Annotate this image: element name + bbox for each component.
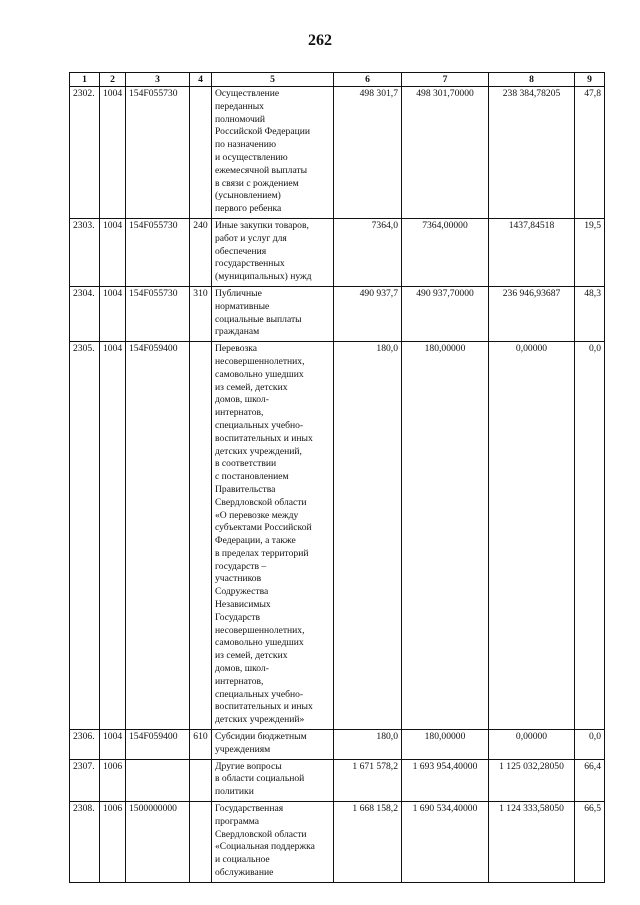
plan-amount-cell: 180,0 (334, 730, 402, 760)
description-line: специальных учебно- (215, 419, 304, 431)
description-line: Государств (215, 611, 260, 623)
section-code-cell: 1004 (100, 730, 126, 760)
row-number-cell: 2304. (70, 286, 100, 341)
executed-amount-cell: 1437,84518 (489, 218, 575, 286)
percent-cell: 66,4 (575, 759, 605, 801)
header-row (70, 73, 605, 87)
col-header: 8 (489, 73, 575, 87)
description-line: Другие вопросы (215, 760, 282, 772)
description-line: переданных (215, 100, 264, 112)
executed-amount-cell: 0,00000 (489, 342, 575, 730)
refined-amount-cell: 490 937,70000 (402, 286, 489, 341)
description-cell (212, 87, 334, 219)
description-line: ежемесячной выплаты (215, 164, 308, 176)
description-line: Федерации, а также (215, 535, 296, 547)
description-cell (212, 802, 334, 883)
description-cell (212, 286, 334, 341)
description-line: Свердловской области (215, 828, 307, 840)
budget-table (69, 72, 605, 883)
description-line: полномочий (215, 113, 266, 125)
target-article-cell: 154F059400 (126, 730, 190, 760)
description-line: (муниципальных) нужд (215, 271, 312, 283)
col-header: 7 (402, 73, 489, 87)
description-line: учреждениям (215, 743, 271, 755)
table-row (70, 730, 605, 760)
plan-amount-cell: 1 671 578,2 (334, 759, 402, 801)
description-line: интернатов, (215, 407, 264, 419)
expense-type-cell (190, 87, 212, 219)
description-line: Независимых (215, 599, 271, 611)
expense-type-cell (190, 802, 212, 883)
expense-type-cell (190, 759, 212, 801)
description-line: из семей, детских (215, 650, 288, 662)
table-row (70, 218, 605, 286)
expense-type-cell: 610 (190, 730, 212, 760)
description-line: Иные закупки товаров, (215, 219, 309, 231)
target-article-cell: 154F055730 (126, 218, 190, 286)
description-line: по назначению (215, 139, 277, 151)
percent-cell: 0,0 (575, 342, 605, 730)
description-line: воспитательных и иных (215, 432, 313, 444)
table-row (70, 342, 605, 730)
description-cell (212, 342, 334, 730)
percent-cell: 19,5 (575, 218, 605, 286)
description-line: домов, школ- (215, 394, 269, 406)
description-line: «Социальная поддержка (215, 841, 315, 853)
description-line: социальные выплаты (215, 313, 302, 325)
description-line: государственных (215, 258, 285, 270)
refined-amount-cell: 1 690 534,40000 (402, 802, 489, 883)
description-line: Правительства (215, 483, 276, 495)
executed-amount-cell: 238 384,78205 (489, 87, 575, 219)
description-line: гражданам (215, 326, 260, 338)
description-line: интернатов, (215, 675, 264, 687)
description-line: воспитательных и иных (215, 701, 313, 713)
description-line: Субсидии бюджетным (215, 731, 307, 743)
description-line: детских учреждений, (215, 445, 302, 457)
plan-amount-cell: 498 301,7 (334, 87, 402, 219)
description-line: самовольно ушедших (215, 637, 304, 649)
description-line: Содружества (215, 586, 269, 598)
col-header: 2 (100, 73, 126, 87)
description-line: Свердловской области (215, 496, 307, 508)
col-header: 9 (575, 73, 605, 87)
description-line: Российской Федерации (215, 126, 310, 138)
table-body (70, 87, 605, 883)
description-line: политики (215, 786, 254, 798)
row-number-cell: 2307. (70, 759, 100, 801)
table-row (70, 87, 605, 219)
description-line: в пределах территорий (215, 547, 309, 559)
row-number-cell: 2302. (70, 87, 100, 219)
plan-amount-cell: 490 937,7 (334, 286, 402, 341)
executed-amount-cell: 1 124 333,58050 (489, 802, 575, 883)
percent-cell: 47,8 (575, 87, 605, 219)
section-code-cell: 1004 (100, 218, 126, 286)
description-line: работ и услуг для (215, 232, 287, 244)
description-line: с постановлением (215, 471, 289, 483)
table-row (70, 759, 605, 801)
section-code-cell: 1004 (100, 342, 126, 730)
description-line: в соответствии (215, 458, 277, 470)
description-line: обеспечения (215, 245, 267, 257)
target-article-cell: 1500000000 (126, 802, 190, 883)
target-article-cell: 154F055730 (126, 87, 190, 219)
refined-amount-cell: 7364,00000 (402, 218, 489, 286)
expense-type-cell: 240 (190, 218, 212, 286)
description-line: Публичные (215, 287, 262, 299)
expense-type-cell (190, 342, 212, 730)
description-line: несовершеннолетних, (215, 624, 305, 636)
description-cell (212, 730, 334, 760)
description-line: Осуществление (215, 88, 280, 99)
percent-cell: 66,5 (575, 802, 605, 883)
target-article-cell: 154F059400 (126, 342, 190, 730)
col-header: 1 (70, 73, 100, 87)
executed-amount-cell: 1 125 032,28050 (489, 759, 575, 801)
percent-cell: 0,0 (575, 730, 605, 760)
table-row (70, 286, 605, 341)
description-line: первого ребенка (215, 203, 282, 215)
description-line: Перевозка (215, 343, 258, 355)
section-code-cell: 1006 (100, 759, 126, 801)
section-code-cell: 1004 (100, 87, 126, 219)
description-cell (212, 759, 334, 801)
description-line: специальных учебно- (215, 688, 304, 700)
plan-amount-cell: 7364,0 (334, 218, 402, 286)
description-line: программа (215, 815, 260, 827)
description-cell (212, 218, 334, 286)
refined-amount-cell: 180,00000 (402, 730, 489, 760)
description-line: в связи с рождением (215, 177, 299, 189)
col-header: 4 (190, 73, 212, 87)
description-line: и социальное (215, 854, 270, 866)
description-line: (усыновлением) (215, 190, 281, 202)
refined-amount-cell: 498 301,70000 (402, 87, 489, 219)
target-article-cell: 154F055730 (126, 286, 190, 341)
description-line: Государственная (215, 803, 284, 815)
description-line: государств – (215, 560, 267, 572)
row-number-cell: 2306. (70, 730, 100, 760)
row-number-cell: 2308. (70, 802, 100, 883)
description-line: участников (215, 573, 262, 585)
description-line: домов, школ- (215, 663, 269, 675)
description-line: самовольно ушедших (215, 368, 304, 380)
section-code-cell: 1004 (100, 286, 126, 341)
col-header: 6 (334, 73, 402, 87)
refined-amount-cell: 1 693 954,40000 (402, 759, 489, 801)
description-line: детских учреждений» (215, 714, 305, 726)
section-code-cell: 1006 (100, 802, 126, 883)
description-line: нормативные (215, 300, 270, 312)
row-number-cell: 2303. (70, 218, 100, 286)
description-line: субъектами Российской (215, 522, 312, 534)
description-line: «О перевозке между (215, 509, 299, 521)
expense-type-cell: 310 (190, 286, 212, 341)
plan-amount-cell: 180,0 (334, 342, 402, 730)
executed-amount-cell: 236 946,93687 (489, 286, 575, 341)
table-row (70, 802, 605, 883)
col-header: 3 (126, 73, 190, 87)
percent-cell: 48,3 (575, 286, 605, 341)
plan-amount-cell: 1 668 158,2 (334, 802, 402, 883)
description-line: в области социальной (215, 773, 305, 785)
target-article-cell (126, 759, 190, 801)
description-line: и осуществлению (215, 151, 288, 163)
row-number-cell: 2305. (70, 342, 100, 730)
executed-amount-cell: 0,00000 (489, 730, 575, 760)
description-line: обслуживание (215, 867, 274, 879)
description-line: несовершеннолетних, (215, 355, 305, 367)
col-header: 5 (212, 73, 334, 87)
refined-amount-cell: 180,00000 (402, 342, 489, 730)
description-line: из семей, детских (215, 381, 288, 393)
page-number: 262 (308, 32, 332, 49)
